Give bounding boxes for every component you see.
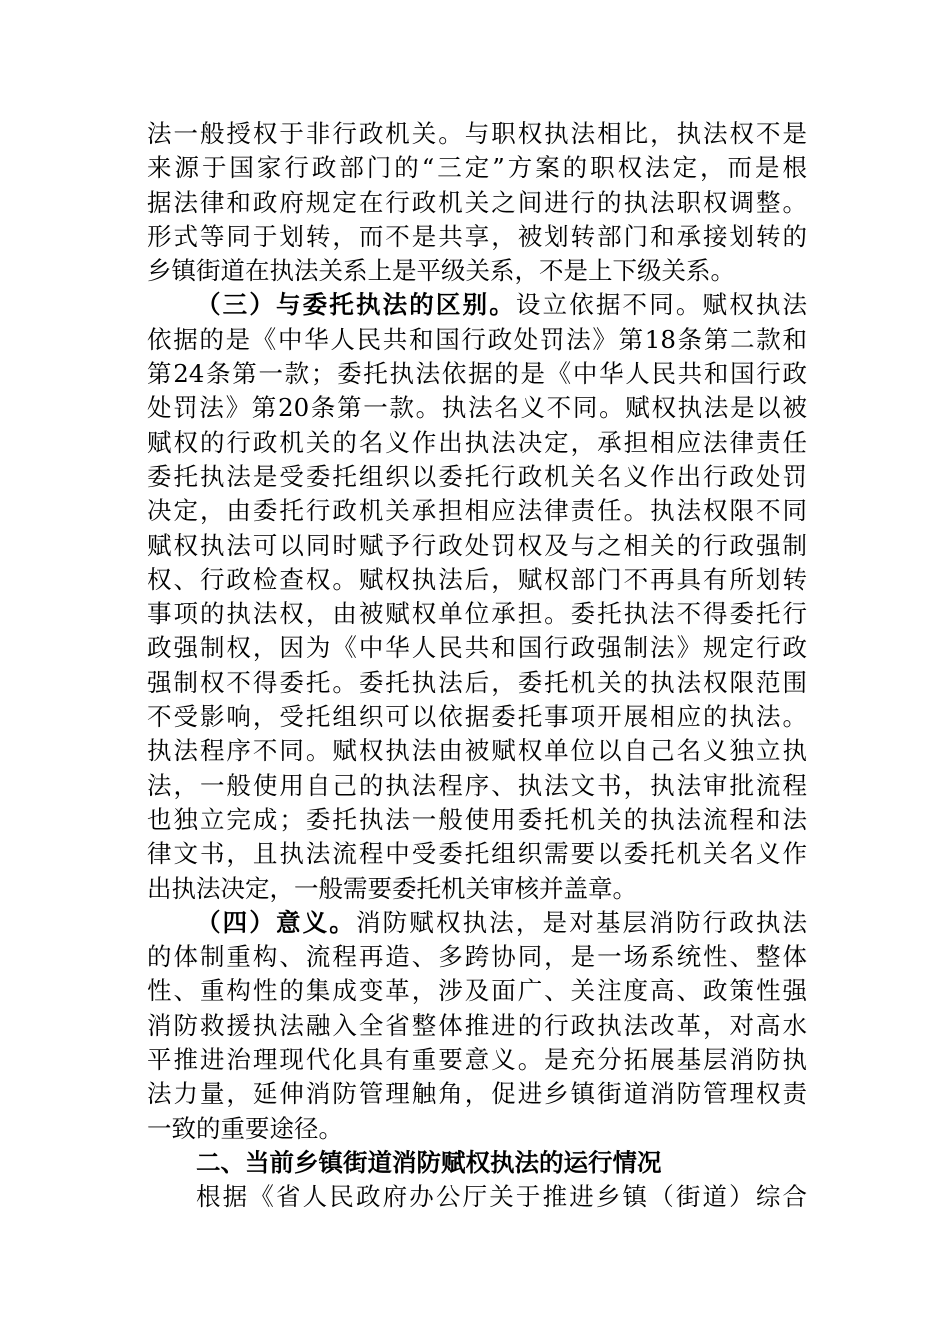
paragraph-line: 律文书，且执法流程中受委托组织需要以委托机关名义作	[147, 839, 807, 869]
paragraph-line: 法力量，延伸消防管理触角，促进乡镇街道消防管理权责	[147, 1079, 807, 1109]
paragraph-line: 法一般授权于非行政机关。与职权执法相比，执法权不是	[147, 119, 807, 148]
section-lead: （三）与委托执法的区别。	[196, 290, 516, 320]
paragraph-line: 权、行政检查权。赋权执法后，赋权部门不再具有所划转	[147, 564, 807, 594]
paragraph-line: 根据《省人民政府办公厅关于推进乡镇（街道）综合	[196, 1182, 807, 1212]
section-lead: （四）意义。	[196, 907, 356, 937]
paragraph-line: 出执法决定，一般需要委托机关审核并盖章。	[147, 873, 637, 903]
section-line	[147, 906, 807, 940]
paragraph-line: 一致的重要途径。	[147, 1113, 343, 1143]
paragraph-line: 第24条第一款；委托执法依据的是《中华人民共和国行政	[147, 359, 807, 389]
section-heading: 二、当前乡镇街道消防赋权执法的运行情况	[196, 1147, 662, 1177]
paragraph-line: 赋权的行政机关的名义作出执法决定，承担相应法律责任	[147, 427, 807, 457]
section-text: 设立依据不同。赋权执法	[515, 290, 808, 320]
paragraph-line: 依据的是《中华人民共和国行政处罚法》第18条第二款和	[147, 324, 807, 354]
paragraph-line: 平推进治理现代化具有重要意义。是充分拓展基层消防执	[147, 1045, 807, 1075]
paragraph-line: 来源于国家行政部门的“三定”方案的职权法定，而是根	[147, 153, 807, 183]
paragraph-line: 的体制重构、流程再造、多跨协同，是一场系统性、整体	[147, 942, 807, 972]
paragraph-line: 政强制权，因为《中华人民共和国行政强制法》规定行政	[147, 633, 807, 663]
paragraph-line: 法，一般使用自己的执法程序、执法文书，执法审批流程	[147, 770, 807, 800]
section-line	[147, 288, 807, 322]
paragraph-line: 不受影响，受托组织可以依据委托事项开展相应的执法。	[147, 702, 807, 732]
paragraph-line: 据法律和政府规定在行政机关之间进行的执法职权调整。	[147, 187, 807, 217]
paragraph-line: 委托执法是受委托组织以委托行政机关名义作出行政处罚	[147, 461, 807, 491]
paragraph-line: 赋权执法可以同时赋予行政处罚权及与之相关的行政强制	[147, 530, 807, 560]
paragraph-line: 强制权不得委托。委托执法后，委托机关的执法权限范围	[147, 667, 807, 697]
paragraph-line: 事项的执法权，由被赋权单位承担。委托执法不得委托行	[147, 599, 807, 629]
paragraph-line: 乡镇街道在执法关系上是平级关系，不是上下级关系。	[147, 256, 735, 286]
paragraph-line: 形式等同于划转，而不是共享，被划转部门和承接划转的	[147, 221, 807, 251]
paragraph-line: 处罚法》第20条第一款。执法名义不同。赋权执法是以被	[147, 393, 807, 423]
paragraph-line: 执法程序不同。赋权执法由被赋权单位以自己名义独立执	[147, 736, 807, 766]
paragraph-line: 性、重构性的集成变革，涉及面广、关注度高、政策性强	[147, 976, 807, 1006]
paragraph-line: 决定，由委托行政机关承担相应法律责任。执法权限不同	[147, 496, 807, 526]
paragraph-line: 也独立完成；委托执法一般使用委托机关的执法流程和法	[147, 804, 807, 834]
document-body	[147, 117, 807, 1215]
paragraph-line: 消防救援执法融入全省整体推进的行政执法改革，对高水	[147, 1010, 807, 1040]
section-text: 消防赋权执法，是对基层消防行政执法	[355, 907, 808, 937]
